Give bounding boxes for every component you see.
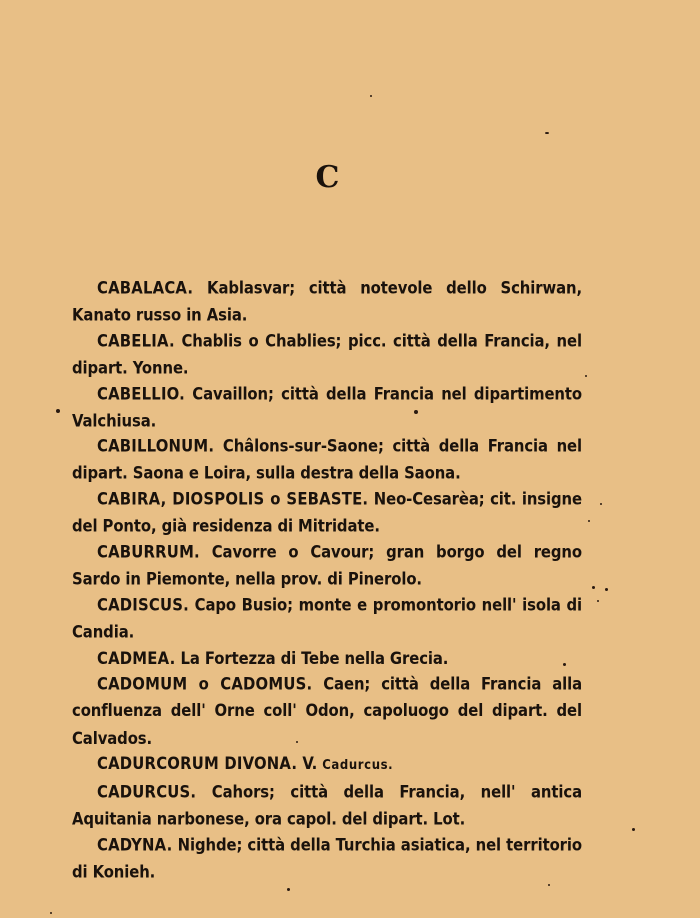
- scan-speck: [287, 888, 290, 891]
- scan-speck: [585, 375, 587, 377]
- scan-speck: [592, 586, 595, 589]
- entry-text: Capo Busio; monte e promontorio nell' isola di Candia.: [72, 595, 582, 642]
- entry: [72, 645, 582, 672]
- entry-lemma: CABURRUM.: [97, 542, 200, 562]
- entry: [72, 539, 582, 593]
- entry-text: Kablasvar; città notevole dello Schirwan, Kanato russo in Asia.: [72, 278, 582, 326]
- entry: [72, 751, 582, 780]
- scan-speck: [50, 912, 52, 914]
- entry-text: La Fortezza di Tebe nella Grecia.: [180, 648, 449, 668]
- entry-text: Chablis o Chablies; picc. città della Francia, nel dipart. Yonne.: [72, 331, 582, 378]
- entry-lemma: CABALACA.: [97, 278, 194, 298]
- entry-lemma: CABILLONUM.: [97, 436, 215, 457]
- entry-lemma: CABELLIO.: [97, 383, 185, 404]
- scan-speck: [632, 828, 635, 831]
- entry: [72, 779, 582, 833]
- gazetteer-entries: [72, 276, 582, 885]
- scan-speck: [370, 95, 372, 97]
- entry-text: Neo-Cesarèa; cit. insigne del Ponto, già residenza di Mitridate.: [72, 489, 582, 537]
- entry-text: Cavorre o Cavour; gran borgo del regno Sardo in Piemonte, nella prov. di Pinerolo.: [72, 542, 582, 590]
- entry-lemma: CABELIA.: [97, 331, 175, 351]
- entry-text: V.: [302, 753, 318, 774]
- entry-lemma: CADMEA.: [97, 648, 176, 668]
- scan-speck: [563, 663, 566, 666]
- scan-speck: [545, 132, 549, 134]
- entry: [72, 486, 582, 540]
- entry-lemma: CADURCORUM DIVONA.: [97, 753, 298, 774]
- entry: [72, 328, 582, 382]
- scan-speck: [548, 884, 550, 886]
- section-letter: C: [315, 160, 341, 195]
- entry: [72, 434, 582, 488]
- entry-text: Nighde; città della Turchia asiatica, nel territorio di Konieh.: [72, 834, 582, 882]
- scan-speck: [588, 520, 590, 522]
- scan-speck: [56, 409, 60, 413]
- scan-speck: [597, 600, 599, 602]
- entry-lemma: CADYNA.: [97, 834, 173, 855]
- entry-text: Caen; città della Francia alla confluenza dell' Orne coll' Odon, capoluogo del dipart. del Calvados.: [72, 673, 582, 748]
- entry: [72, 275, 582, 329]
- entry: [72, 832, 582, 886]
- scan-speck: [414, 410, 418, 414]
- entry: [72, 381, 582, 435]
- entry: [72, 671, 582, 753]
- entry-cross-reference: Cadurcus.: [322, 758, 394, 774]
- entry-lemma: CADISCUS.: [97, 595, 189, 615]
- scan-speck: [296, 741, 298, 743]
- scan-speck: [600, 503, 602, 505]
- scan-speck: [605, 588, 608, 591]
- entry-text: Châlons-sur-Saone; città della Francia nel dipart. Saona e Loira, sulla destra della Saona.: [72, 436, 582, 484]
- entry-text: Cahors; città della Francia, nell' antica Aquitania narbonese, ora capol. del dipart. Lot.: [72, 782, 582, 829]
- entry-lemma: CADOMUM o CADOMUS.: [97, 673, 313, 694]
- entry-lemma: CADURCUS.: [97, 782, 197, 802]
- entry: [72, 592, 582, 646]
- entry-lemma: CABIRA, DIOSPOLIS o SEBASTE.: [97, 489, 369, 510]
- entry-text: Cavaillon; città della Francia nel dipartimento Valchiusa.: [72, 383, 582, 431]
